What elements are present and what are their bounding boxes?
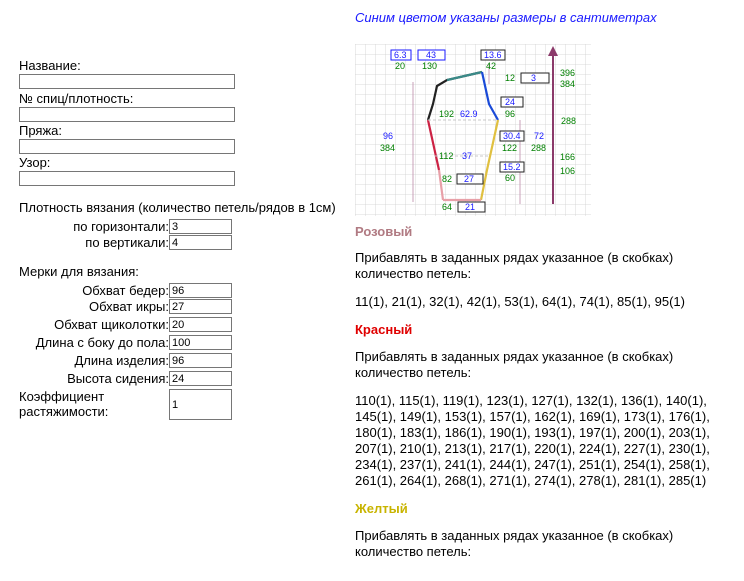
label-384-left: 384 [380, 143, 396, 153]
section-red-title: Красный [355, 322, 413, 337]
label-64: 64 [442, 202, 453, 212]
section-yellow-title: Желтый [355, 501, 408, 516]
label-top-st-1: 20 [395, 61, 406, 71]
label-384: 384 [560, 79, 576, 89]
label-192: 192 [439, 109, 455, 119]
needles-label: № спиц/плотность: [19, 91, 134, 106]
coefficient-input[interactable] [169, 389, 232, 420]
diagram-caption: Синим цветом указаны размеры в сантиметрах [355, 10, 657, 25]
label-112: 112 [439, 151, 454, 161]
label-122: 122 [502, 143, 518, 153]
density-horizontal-label: по горизонтали: [73, 219, 169, 234]
label-72: 72 [534, 131, 545, 141]
label-top-st-2: 130 [422, 61, 438, 71]
section-pink-text: Прибавлять в заданных рядах указанное (в скобках) количество петель: [355, 250, 674, 281]
section-red-text: Прибавлять в заданных рядах указанное (в скобках) количество петель: [355, 349, 674, 380]
ankle-label: Обхват щиколотки: [54, 317, 169, 332]
seat-height-input[interactable] [169, 371, 232, 386]
label-96-right: 96 [505, 109, 516, 119]
yarn-label: Пряжа: [19, 123, 63, 138]
label-152: 15.2 [503, 162, 521, 172]
label-288: 288 [531, 143, 547, 153]
measures-title: Мерки для вязания: [19, 264, 139, 279]
label-396: 396 [560, 68, 576, 78]
coefficient-label-1: Коэффициент [19, 389, 105, 404]
label-106: 106 [560, 166, 576, 176]
label-96-left: 96 [383, 131, 394, 141]
label-24: 24 [505, 97, 516, 107]
label-37: 37 [462, 151, 473, 161]
item-length-input[interactable] [169, 353, 232, 368]
label-top-cm-2: 43 [426, 50, 437, 60]
label-27: 27 [464, 174, 475, 184]
hip-input[interactable] [169, 283, 232, 298]
item-length-label: Длина изделия: [74, 353, 169, 368]
diagram-grid [355, 44, 591, 216]
yarn-input[interactable] [19, 139, 235, 154]
label-right-3: 3 [531, 73, 537, 83]
label-21: 21 [465, 202, 476, 212]
calf-input[interactable] [169, 299, 232, 314]
section-pink-rows: 11(1), 21(1), 32(1), 42(1), 53(1), 64(1), 74(1), 85(1), 95(1) [355, 294, 685, 309]
label-629: 62.9 [460, 109, 478, 119]
side-length-input[interactable] [169, 335, 232, 350]
pattern-label: Узор: [19, 155, 51, 170]
label-60: 60 [505, 173, 516, 183]
density-horizontal-input[interactable] [169, 219, 232, 234]
pattern-diagram [355, 44, 591, 216]
density-title: Плотность вязания (количество петель/рядов в 1см) [19, 200, 336, 215]
density-vertical-label: по вертикали: [85, 235, 169, 250]
label-top-cm-1: 6.3 [394, 50, 407, 60]
label-82: 82 [442, 174, 453, 184]
calf-label: Обхват икры: [88, 299, 169, 314]
coefficient-label-2: растяжимости: [19, 404, 109, 419]
section-pink-title: Розовый [355, 224, 413, 239]
label-288-top: 288 [561, 116, 577, 126]
ankle-input[interactable] [169, 317, 232, 332]
section-yellow-text: Прибавлять в заданных рядах указанное (в скобках) количество петель: [355, 528, 674, 559]
hip-label: Обхват бедер: [82, 283, 169, 298]
section-red-rows: 110(1), 115(1), 119(1), 123(1), 127(1), 132(1), 136(1), 140(1), 145(1), 149(1), 153(1), 157(1), 162(1), 169(1), 173(1), 176(1), 180(1), 183(1), 186(1), 190(1), 193(1), 197(1), 200(1), 203(1), 207(1), 210(1), 213(1), 217(1), 220(1), 224(1), 227(1), 230(1), 234(1), 237(1), 241(1), 244(1), 247(1), 251(1), 254(1), 258(1), 261(1), 264(1), 268(1), 271(1), 274(1), 278(1), 281(1), 285(1) [355, 393, 710, 488]
side-length-label: Длина с боку до пола: [35, 335, 169, 350]
label-166: 166 [560, 152, 576, 162]
pattern-input[interactable] [19, 171, 235, 186]
name-input[interactable] [19, 74, 235, 89]
density-vertical-input[interactable] [169, 235, 232, 250]
label-right-12: 12 [505, 73, 516, 83]
label-top-st-3: 42 [486, 61, 497, 71]
label-top-cm-3: 13.6 [484, 50, 502, 60]
name-label: Название: [19, 58, 81, 73]
label-304: 30.4 [503, 131, 521, 141]
seat-height-label: Высота сидения: [67, 371, 169, 386]
needles-input[interactable] [19, 107, 235, 122]
